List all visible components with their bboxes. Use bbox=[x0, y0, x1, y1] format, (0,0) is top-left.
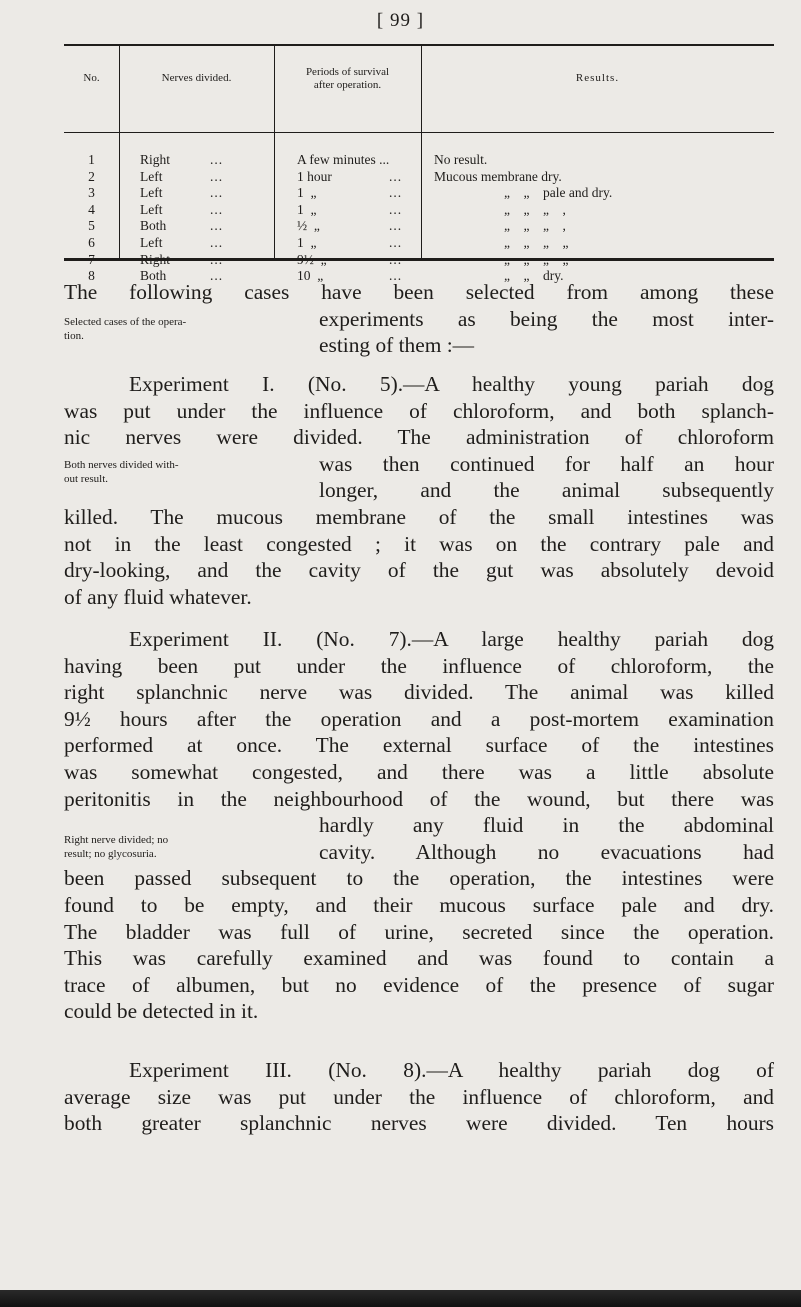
table-top-rule bbox=[64, 44, 774, 46]
text-line: performed at once. The external surface of the intestines bbox=[64, 733, 774, 758]
table-row: Left ... bbox=[140, 185, 224, 201]
table-row: 1 hour ... bbox=[297, 168, 403, 184]
margin-note-right-nerve: Right nerve divided; no result; no glycosuria. bbox=[64, 834, 169, 860]
table-row: Left ... bbox=[140, 234, 224, 250]
table-row: 6 bbox=[88, 234, 95, 250]
table-row: „ „ dry. bbox=[504, 268, 564, 284]
text-line: longer, and the animal subsequently bbox=[319, 478, 774, 503]
experiment-2-paragraph bbox=[64, 626, 774, 1025]
table-row: 1 „ ... bbox=[297, 201, 403, 217]
text-line: dry-looking, and the cavity of the gut was absolutely devoid bbox=[64, 558, 774, 583]
text-line: both greater splanchnic nerves were divided. Ten hours bbox=[64, 1111, 774, 1136]
text-line: The bladder was full of urine, secreted since the operation. bbox=[64, 919, 774, 944]
table-row: Right ... bbox=[140, 152, 224, 167]
text-line: been passed subsequent to the operation, the intestines were bbox=[64, 866, 774, 891]
table-row: 1 „ ... bbox=[297, 234, 403, 250]
text-line: nic nerves were divided. The administration of chloroform bbox=[64, 425, 774, 450]
table-row: Both ... bbox=[140, 268, 224, 284]
table-row: No result. bbox=[434, 152, 488, 167]
margin-note-both-nerves: Both nerves divided with- out result. bbox=[64, 459, 179, 485]
text-line: could be detected in it. bbox=[64, 999, 259, 1024]
table-row: „ „ „ „ bbox=[504, 234, 569, 250]
table-row: „ „ pale and dry. bbox=[504, 185, 613, 201]
experiment-3-paragraph bbox=[64, 1057, 774, 1137]
column-results bbox=[434, 152, 770, 285]
text-line: not in the least congested ; it was on the contrary pale and bbox=[64, 531, 774, 556]
table-row: „ „ „ , bbox=[504, 201, 566, 217]
text-line: was put under the influence of chloroform, and both splanch- bbox=[64, 398, 774, 423]
header-nerves: Nerves divided. bbox=[161, 72, 232, 84]
table-row: 4 bbox=[88, 201, 95, 217]
text-line: Experiment III. (No. 8).—A healthy pariah dog of bbox=[129, 1058, 774, 1082]
column-periods bbox=[297, 152, 417, 285]
table-row: Both ... bbox=[140, 218, 224, 234]
table-row: Left ... bbox=[140, 168, 224, 184]
text-line: killed. The mucous membrane of the small intestines was bbox=[64, 504, 774, 529]
text-line: Experiment I. (No. 5).—A healthy young pariah dog bbox=[129, 372, 774, 396]
header-periods-line1: Periods of survival bbox=[305, 66, 390, 78]
header-no: No. bbox=[83, 72, 100, 84]
table-row: 9½ „ ... bbox=[297, 251, 403, 267]
text-line: 9½ hours after the operation and a post-mortem examination bbox=[64, 706, 774, 731]
text-line: right splanchnic nerve was divided. The animal was killed bbox=[64, 680, 774, 705]
table-row: Left ... bbox=[140, 201, 224, 217]
table-row: „ „ „ „ bbox=[504, 251, 569, 267]
margin-note-selected-cases: Selected cases of the opera- tion. bbox=[64, 316, 187, 342]
table-row: 7 bbox=[88, 251, 95, 267]
page-number: [ 99 ] bbox=[376, 10, 425, 31]
text-line: trace of albumen, but no evidence of the presence of sugar bbox=[64, 972, 774, 997]
table-row: 1 „ ... bbox=[297, 185, 403, 201]
table-row: A few minutes ... bbox=[297, 152, 390, 167]
text-line: Experiment II. (No. 7).—A large healthy pariah dog bbox=[129, 627, 774, 651]
table-row: 5 bbox=[88, 218, 95, 234]
table-row: „ „ „ , bbox=[504, 218, 566, 234]
text-line: was somewhat congested, and there was a little absolute bbox=[64, 759, 774, 784]
table-row: Mucous membrane dry. bbox=[434, 168, 562, 184]
text-line: of any fluid whatever. bbox=[64, 584, 252, 609]
header-periods bbox=[274, 66, 421, 92]
table-row: 2 bbox=[88, 168, 95, 184]
scan-edge-bar bbox=[0, 1290, 801, 1307]
table-row: 1 bbox=[88, 152, 95, 167]
header-results: Results. bbox=[575, 72, 620, 84]
text-line: cavity. Although no evacuations had bbox=[319, 839, 774, 864]
text-line: hardly any fluid in the abdominal bbox=[319, 813, 774, 838]
text-line: peritonitis in the neighbourhood of the wound, but there was bbox=[64, 786, 774, 811]
table-row: Right ... bbox=[140, 251, 224, 267]
text-line: The following cases have been selected from among these bbox=[64, 280, 774, 304]
header-periods-line2: after operation. bbox=[313, 79, 382, 91]
text-line: having been put under the influence of chloroform, the bbox=[64, 653, 774, 678]
text-line: found to be empty, and their mucous surface pale and dry. bbox=[64, 892, 774, 917]
table-row: 10 „ ... bbox=[297, 268, 403, 284]
experiment-1-paragraph bbox=[64, 371, 774, 610]
column-no bbox=[64, 152, 119, 285]
text-line: esting of them :— bbox=[319, 333, 475, 358]
results-table bbox=[64, 44, 774, 284]
text-line: was then continued for half an hour bbox=[319, 451, 774, 476]
text-line: experiments as being the most inter- bbox=[319, 306, 774, 331]
text-line: This was carefully examined and was found to contain a bbox=[64, 946, 774, 971]
table-row: ½ „ ... bbox=[297, 218, 403, 234]
table-row: 8 bbox=[88, 268, 95, 284]
table-row: 3 bbox=[88, 185, 95, 201]
text-line: average size was put under the influence of chloroform, and bbox=[64, 1084, 774, 1109]
table-header-rule bbox=[64, 132, 774, 133]
column-nerves bbox=[140, 152, 270, 285]
